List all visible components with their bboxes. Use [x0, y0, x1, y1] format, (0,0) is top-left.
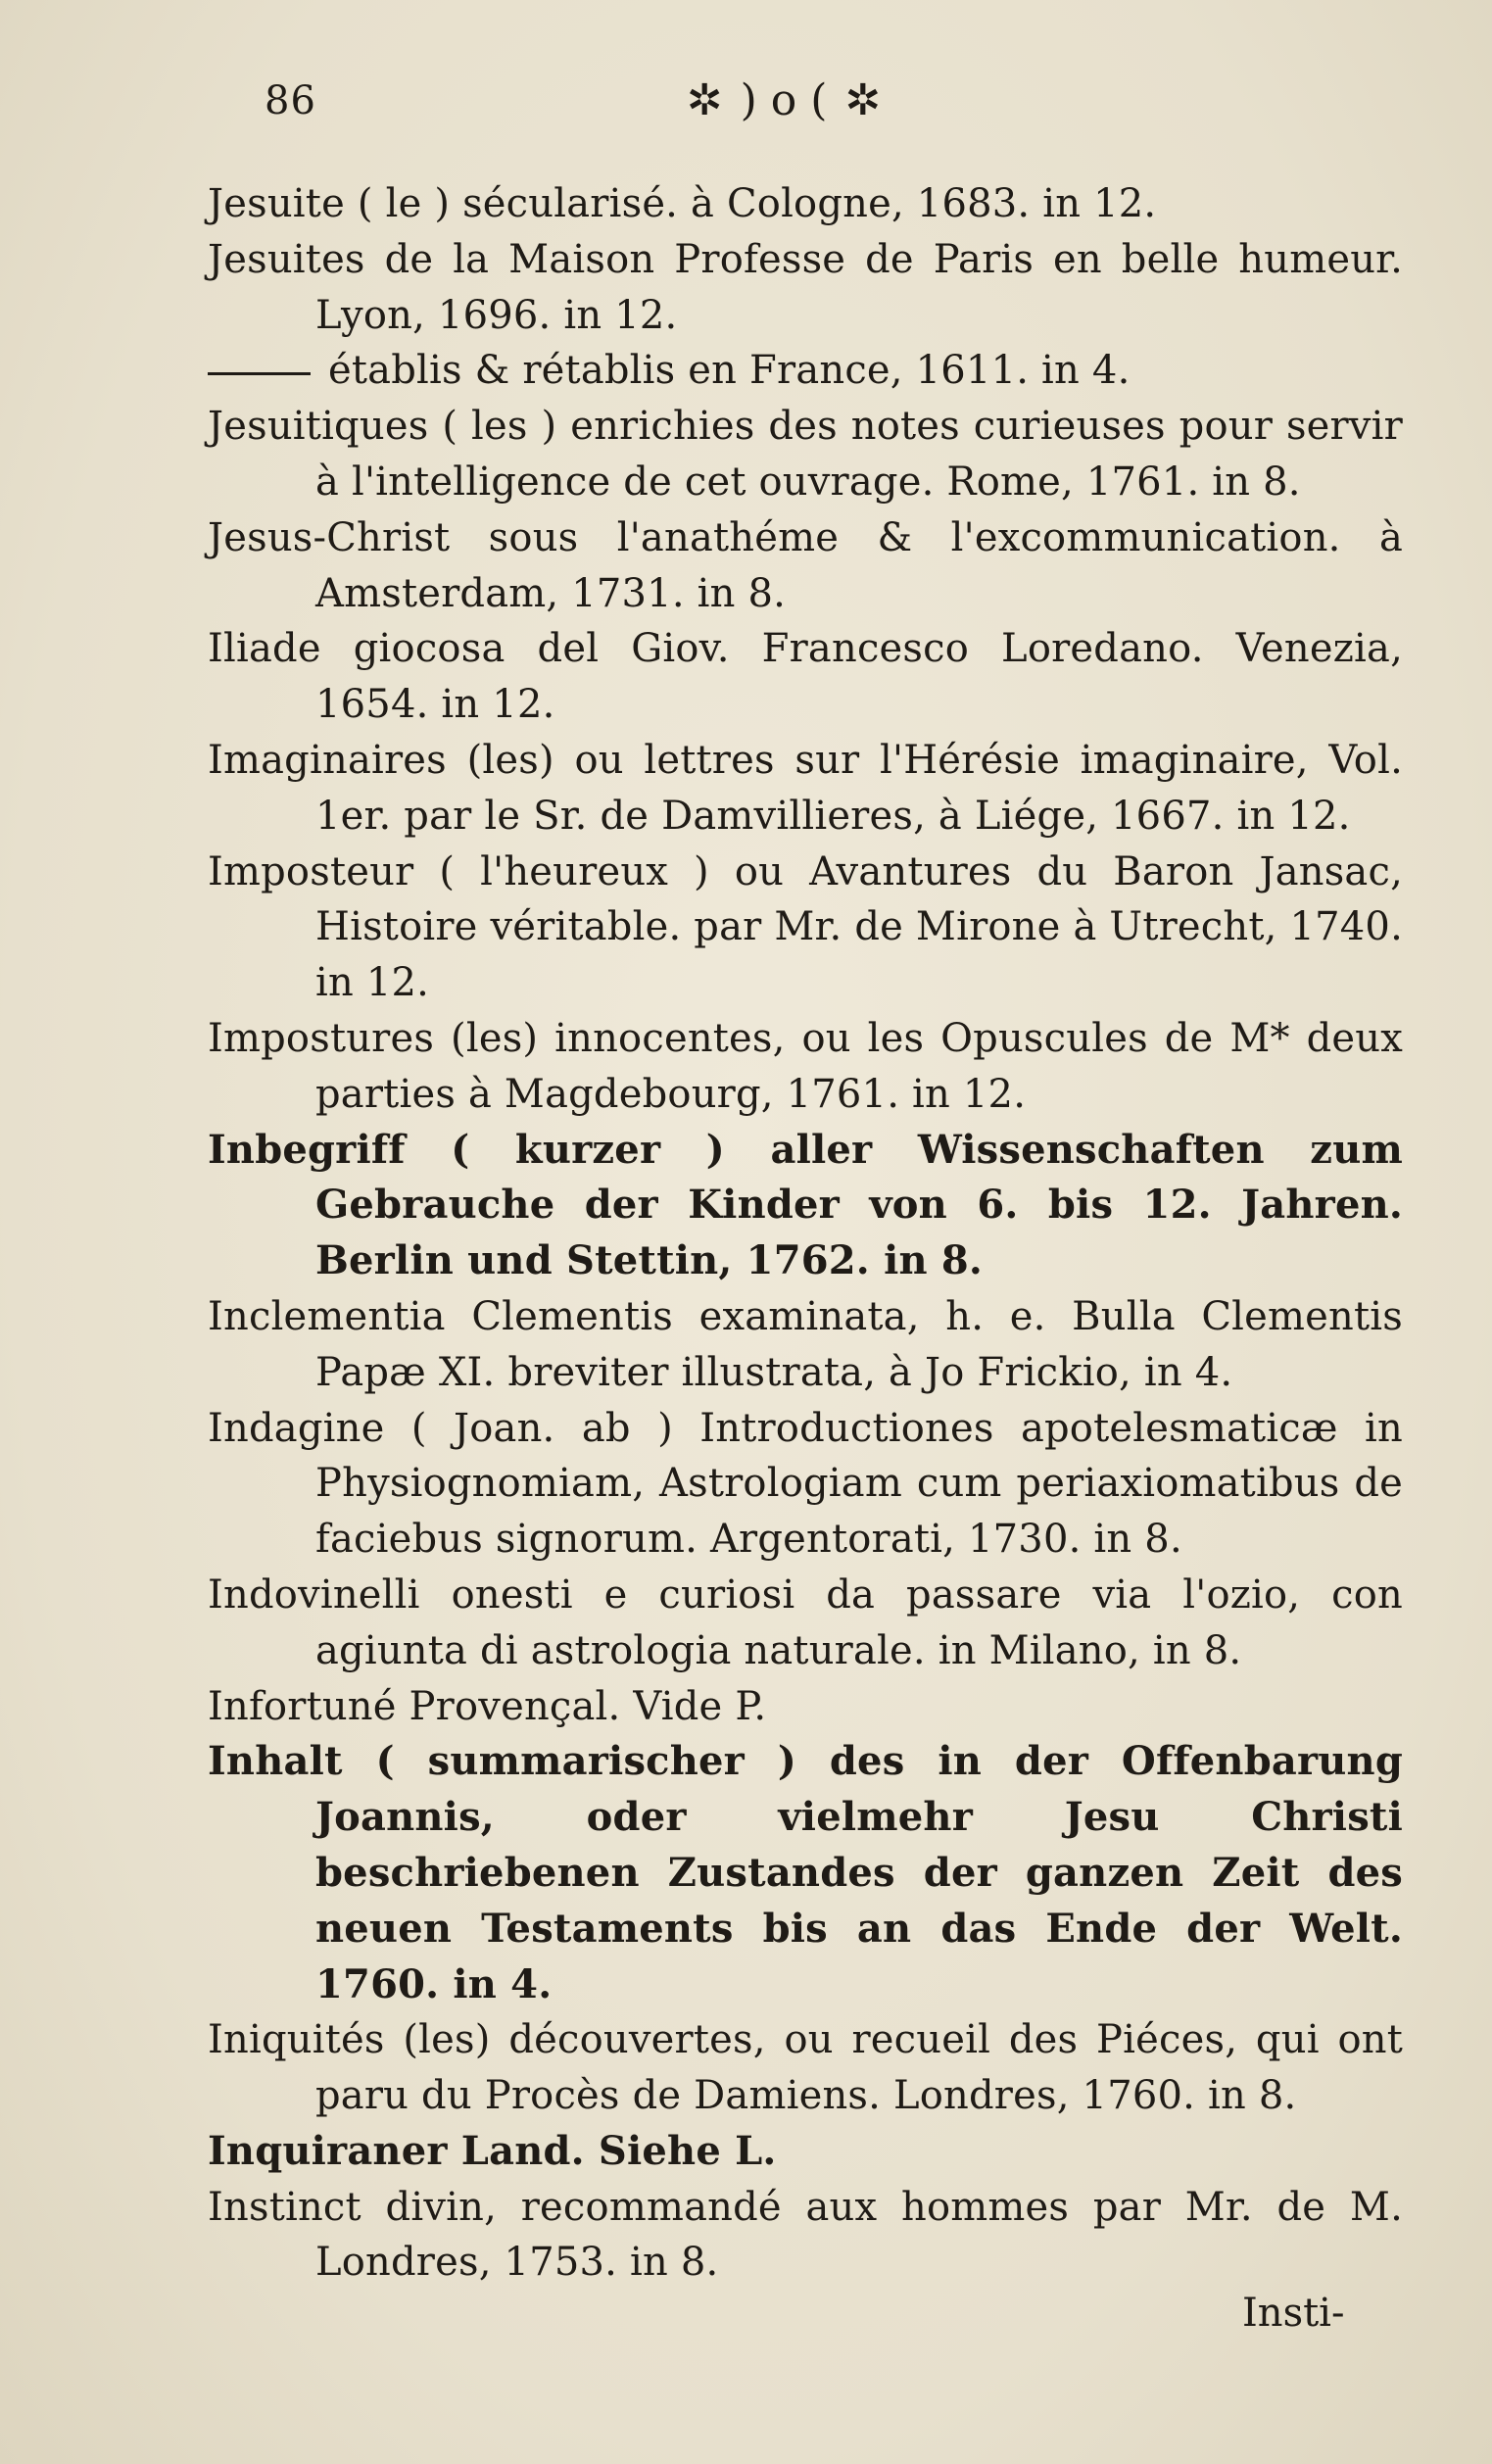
bibliography-entry: Inhalt ( summarischer ) des in der Offenbarung Joannis, oder vielmehr Jesu Christi beschriebenen Zustandes der ganzen Zeit des neuen Testaments bis an das Ende der Welt. 1760. in 4.	[208, 1738, 1403, 2007]
bibliography-entry: Inbegriff ( kurzer ) aller Wissenschaften zum Gebrauche der Kinder von 6. bis 12. Jahren. Berlin und Stettin, 1762. in 8.	[208, 1126, 1403, 1284]
bibliography-entry: Jesuites de la Maison Professe de Paris en belle humeur. Lyon, 1696. in 12.	[208, 236, 1403, 338]
ditto-dash	[208, 372, 311, 375]
bibliography-entry: Jesuitiques ( les ) enrichies des notes curieuses pour servir à l'intelligence de cet ouvrage. Rome, 1761. in 8.	[208, 404, 1403, 505]
bibliography-entry: Infortuné Provençal. Vide P.	[208, 1683, 767, 1729]
bibliography-entry: Instinct divin, recommandé aux hommes par Mr. de M. Londres, 1753. in 8.	[208, 2184, 1403, 2286]
bibliography-entry: Indovinelli onesti e curiosi da passare via l'ozio, con agiunta di astrologia naturale. in Milano, in 8.	[208, 1571, 1403, 1673]
bibliography-entry: Indagine ( Joan. ab ) Introductiones apotelesmaticæ in Physiognomiam, Astrologiam cum periaxiomatibus de faciebus signorum. Argentorati, 1730. in 8.	[208, 1405, 1403, 1563]
page-header	[0, 61, 1492, 139]
bibliography-entry: Jesus-Christ sous l'anathéme & l'excommunication. à Amsterdam, 1731. in 8.	[208, 514, 1403, 616]
ornament-star-icon: ✲	[844, 74, 882, 125]
bibliography-entry: Imposteur ( l'heureux ) ou Avantures du Baron Jansac, Histoire véritable. par Mr. de Mirone à Utrecht, 1740. in 12.	[208, 848, 1403, 1006]
bibliography-entry: Inclementia Clementis examinata, h. e. Bulla Clementis Papæ XI. breviter illustrata, à Jo Frickio, in 4.	[208, 1293, 1403, 1395]
bibliography-entry: Impostures (les) innocentes, ou les Opuscules de M* deux parties à Magdebourg, 1761. in 12.	[208, 1015, 1403, 1117]
entry-text: établis & rétablis en France, 1611. in 4.	[328, 348, 1131, 394]
bibliography-entry: Imaginaires (les) ou lettres sur l'Hérésie imaginaire, Vol. 1er. par le Sr. de Damvillieres, à Liége, 1667. in 12.	[208, 737, 1403, 839]
bibliography-entry: Iniquités (les) découvertes, ou recueil des Piéces, qui ont paru du Procès de Damiens. Londres, 1760. in 8.	[208, 2017, 1403, 2119]
bibliography-entry: Jesuite ( le ) sécularisé. à Cologne, 1683. in 12.	[208, 181, 1157, 226]
ornament-center: ) o (	[740, 74, 828, 125]
header-ornament	[588, 71, 980, 129]
bibliography-entry-continuation	[208, 343, 1403, 399]
bibliography-entry: Iliade giocosa del Giov. Francesco Loredano. Venezia, 1654. in 12.	[208, 626, 1403, 728]
catchword: Insti-	[1242, 2291, 1345, 2336]
bibliography-list	[208, 176, 1403, 2291]
bibliography-entry: Inquiraner Land. Siehe L.	[208, 2127, 777, 2174]
ornament-star-icon: ✲	[686, 74, 723, 125]
page-number: 86	[265, 78, 316, 123]
